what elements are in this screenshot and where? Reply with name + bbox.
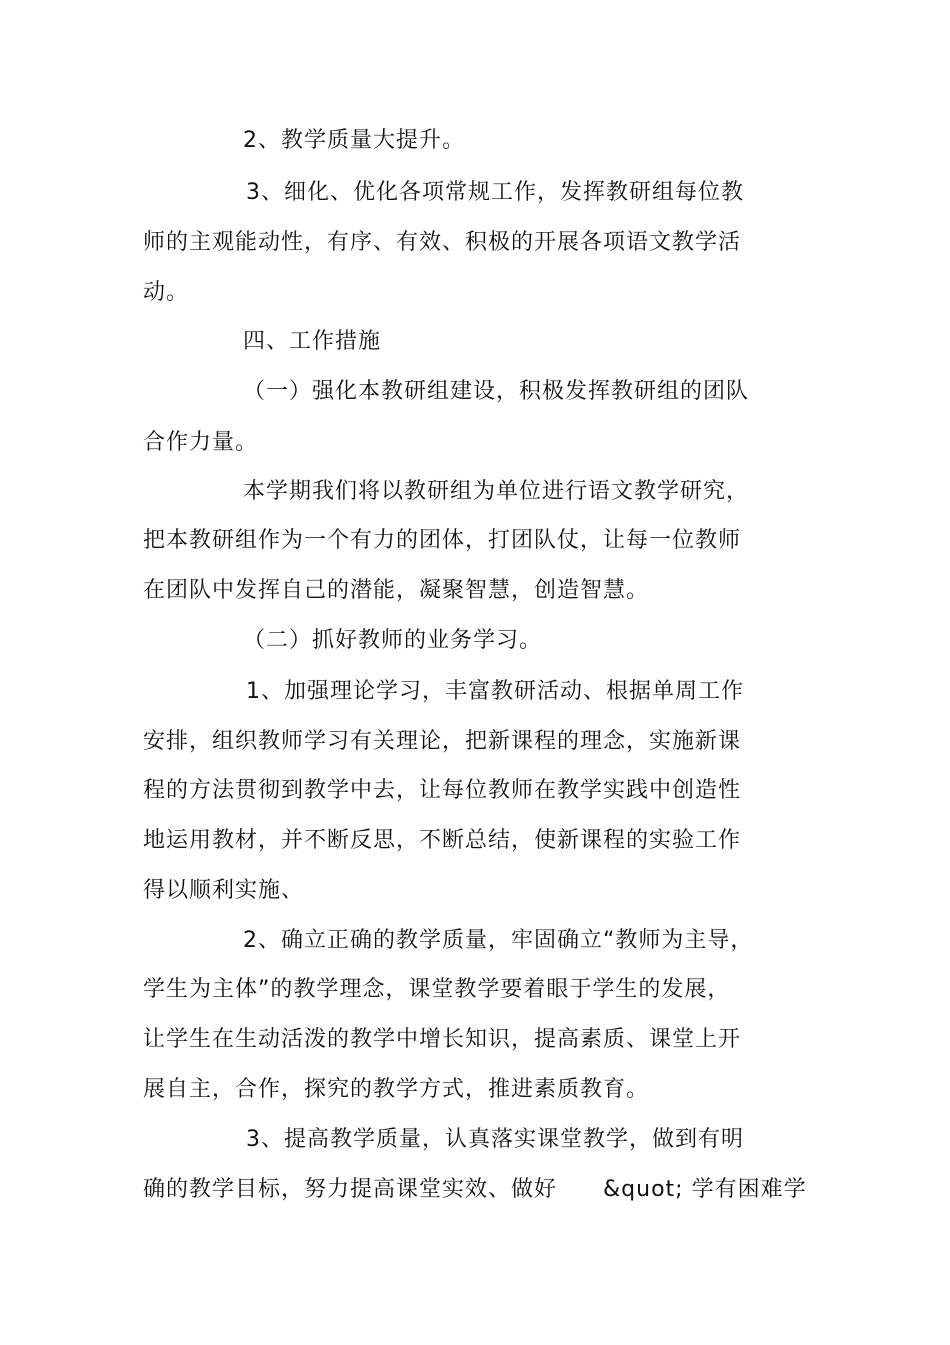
paragraph-line: 2、教学质量大提升。 — [243, 128, 465, 153]
paragraph-line: 把本教研组作为一个有力的团体，打团队仗，让每一位教师 — [143, 528, 742, 553]
subsection-heading: （一）强化本教研组建设，积极发挥教研组的团队 — [243, 379, 750, 404]
paragraph-line: 合作力量。 — [143, 430, 259, 455]
subsection-heading: （二）抓好教师的业务学习。 — [243, 628, 543, 653]
last-line-part-2: &quot; 学有困难学 — [603, 1177, 807, 1202]
paragraph-line: 学生为主体”的教学理念，课堂教学要着眼于学生的发展， — [143, 977, 731, 1002]
paragraph-line: 展自主，合作，探究的教学方式，推进素质教育。 — [143, 1077, 650, 1102]
paragraph-line: 3、细化、优化各项常规工作，发挥教研组每位教 — [246, 180, 744, 205]
paragraph-line: 本学期我们将以教研组为单位进行语文教学研究， — [243, 479, 750, 504]
last-line-part-1: 确的教学目标，努力提高课堂实效、做好 — [143, 1177, 558, 1202]
paragraph-line: 师的主观能动性，有序、有效、积极的开展各项语文教学活 — [143, 230, 742, 255]
paragraph-line: 2、确立正确的教学质量，牢固确立“教师为主导， — [243, 928, 754, 953]
paragraph-line: 得以顺利实施、 — [143, 878, 305, 903]
paragraph-line: 3、提高教学质量，认真落实课堂教学，做到有明 — [246, 1127, 744, 1152]
section-heading: 四、工作措施 — [243, 329, 382, 354]
paragraph-line: 程的方法贯彻到教学中去，让每位教师在教学实践中创造性 — [143, 778, 742, 803]
paragraph-line: 让学生在生动活泼的教学中增长知识，提高素质、课堂上开 — [143, 1027, 742, 1052]
paragraph-line: 安排，组织教师学习有关理论，把新课程的理念，实施新课 — [143, 729, 742, 754]
paragraph-line-last — [143, 1175, 807, 1205]
paragraph-line: 在团队中发挥自己的潜能，凝聚智慧，创造智慧。 — [143, 578, 650, 603]
paragraph-line: 地运用教材，并不断反思，不断总结，使新课程的实验工作 — [143, 828, 742, 853]
paragraph-line: 动。 — [143, 280, 190, 305]
paragraph-line: 1、加强理论学习，丰富教研活动、根据单周工作 — [246, 679, 744, 704]
